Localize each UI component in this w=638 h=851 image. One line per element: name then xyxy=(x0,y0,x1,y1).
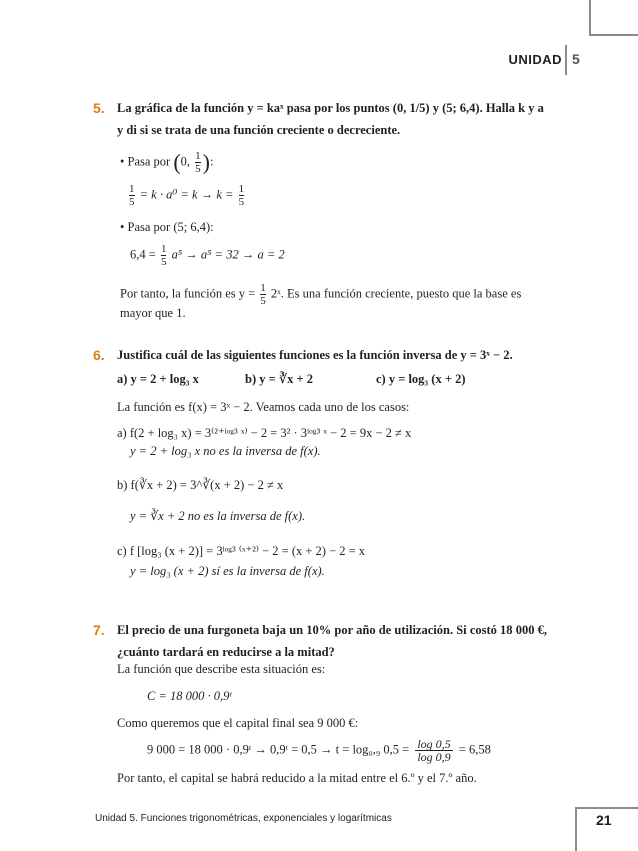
question-7-number: 7. xyxy=(93,622,105,638)
question-5-number: 5. xyxy=(93,100,105,116)
unit-number: 5 xyxy=(572,51,580,67)
question-6-statement: Justifica cuál de las siguientes funciones es la función inversa de y = 3ˣ − 2. xyxy=(117,348,513,362)
q5-bullet-1: • Pasa por (0, $\frac{1}{5}$ ): xyxy=(120,149,214,175)
top-corner-line-vertical xyxy=(589,0,591,35)
q6-option-c: c) y = log₃ (x + 2) xyxy=(376,372,466,386)
q5-equation-2: 6,4 = $\frac{1}{5}$ a⁵ → a⁵ = 32 → a = 2 xyxy=(130,243,285,268)
q6-case-b-line-1: b) f(∛x + 2) = 3^∛(x + 2) − 2 ≠ x xyxy=(117,478,284,492)
q7-equation: 9 000 = 18 000 · 0,9ᵗ → 0,9ᵗ = 0,5 → t = log₀,₉ 0,5 = $\frac{\log 0,5}{\log 0,9}$ = 6,58 xyxy=(147,737,491,764)
unit-label: UNIDAD xyxy=(508,52,562,67)
q6-case-a-line-1: a) f(2 + log₃ x) = 3⁽²⁺ˡᵒᵍ³ ˣ⁾ − 2 = 3² · 3ˡᵒᵍ³ ˣ − 2 = 9x − 2 ≠ x xyxy=(117,426,412,440)
page-number: 21 xyxy=(596,812,612,828)
q5-equation-1: $\frac{1}{5}$ = k · a⁰ = k → k = $\frac{1}{5}$ xyxy=(129,183,245,208)
q6-option-b: b) y = ∛x + 2 xyxy=(245,372,313,386)
footer-text: Unidad 5. Funciones trigonométricas, exponenciales y logarítmicas xyxy=(95,813,392,824)
q5-bullet-2: • Pasa por (5; 6,4): xyxy=(120,220,214,234)
q5-conclusion-line-2: mayor que 1. xyxy=(120,306,186,320)
q7-capital-text: Como queremos que el capital final sea 9 000 €: xyxy=(117,716,359,730)
bottom-corner-line-horizontal xyxy=(575,807,638,809)
q6-case-b-line-2: y = ∛x + 2 no es la inversa de f(x). xyxy=(130,509,306,523)
q6-case-c-line-2: y = log₃ (x + 2) sí es la inversa de f(x). xyxy=(130,564,325,578)
q7-conclusion: Por tanto, el capital se habrá reducido a la mitad entre el 6.º y el 7.º año. xyxy=(117,771,477,785)
q5-point-1: 0, xyxy=(180,154,191,169)
q5-fraction-one-fifth: $\frac{1}{5}$ xyxy=(195,150,201,175)
question-5-statement: La gráfica de la función y = kaˣ pasa por los puntos (0, 1/5) y (5; 6,4). Halla k y a y di si se trata de una función creciente o decreciente. xyxy=(117,101,544,137)
q6-intro: La función es f(x) = 3ˣ − 2. Veamos cada uno de los casos: xyxy=(117,400,410,414)
header-divider xyxy=(565,45,567,75)
q6-case-c-line-1: c) f [log₃ (x + 2)] = 3ˡᵒᵍ³ ⁽ˣ⁺²⁾ − 2 = (x + 2) − 2 = x xyxy=(117,544,366,558)
q6-case-a-line-2: y = 2 + log₃ x no es la inversa de f(x). xyxy=(130,444,321,458)
q6-option-a: a) y = 2 + log₃ x xyxy=(117,372,199,386)
question-6-number: 6. xyxy=(93,347,105,363)
q7-formula: C = 18 000 · 0,9ᵗ xyxy=(147,689,232,703)
bottom-corner-line-vertical xyxy=(575,807,577,851)
question-7-statement: El precio de una furgoneta baja un 10% por año de utilización. Si costó 18 000 €, ¿cuánto tardará en reducirse a la mitad? xyxy=(117,623,547,659)
q7-intro: La función que describe esta situación es: xyxy=(117,662,326,676)
q5-bullet-1-prefix: • Pasa por xyxy=(120,154,171,169)
q5-conclusion: Por tanto, la función es y = $\frac{1}{5}$ 2ˣ. Es una función creciente, puesto que la base es xyxy=(120,282,522,307)
top-corner-line-horizontal xyxy=(589,34,638,36)
